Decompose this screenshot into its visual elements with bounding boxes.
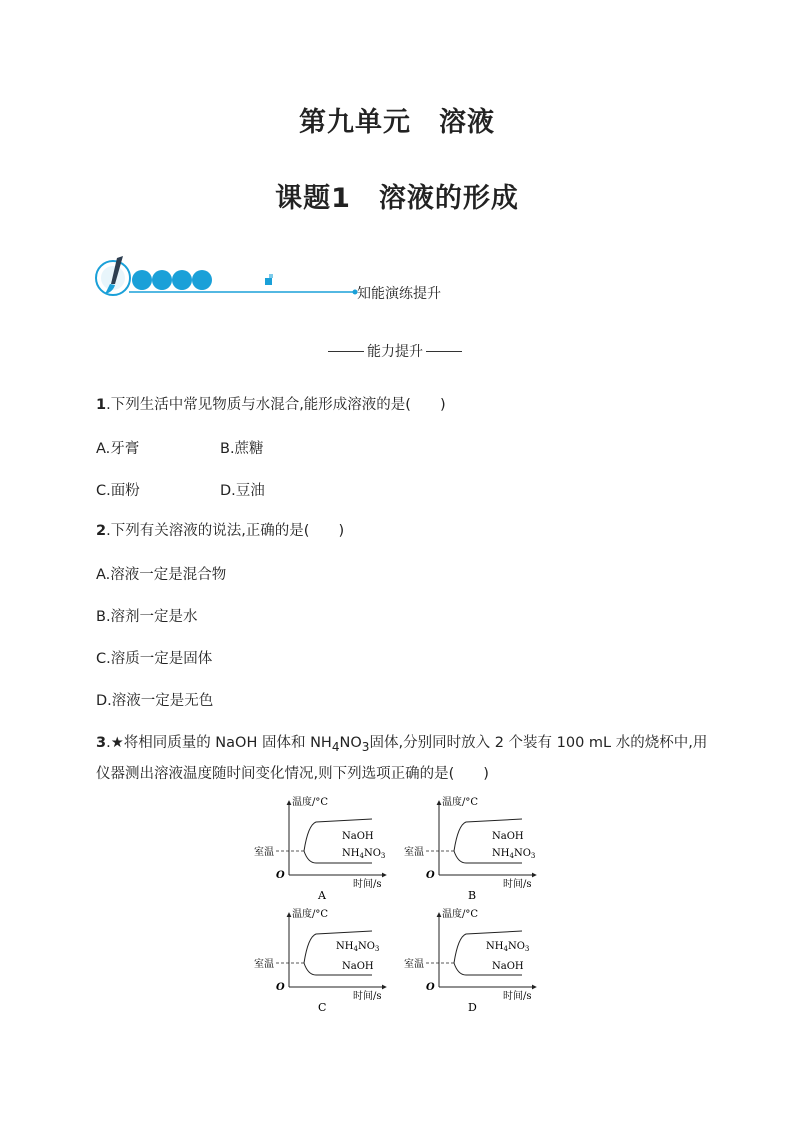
section-subtitle — [325, 341, 465, 361]
question-stem: .下列有关溶液的说法,正确的是( ) — [106, 523, 345, 539]
panel-letter: B — [468, 889, 477, 902]
question-number: 2 — [96, 523, 107, 539]
graph-panel-b — [404, 795, 536, 902]
lower-series-label: NaOH — [342, 961, 374, 972]
lower-series-label: $NH_4NO_3$ — [342, 848, 386, 860]
option-b: B.溶剂一定是水 — [96, 609, 198, 625]
origin-label: O — [426, 982, 435, 993]
panel-letter: A — [318, 889, 326, 902]
upper-series-label: $NH_4NO_3$ — [336, 941, 380, 953]
banner-square-tiny — [269, 274, 273, 278]
unit-title: 第九单元 溶液 — [299, 107, 495, 138]
question-3: 3.★将相同质量的 NaOH 固体和 $NH_4NO_3$固体,分别同时放入 2 个装有 100 mL 水的烧杯中,用仪器测出溶液温度随时间变化情况,则下列选项正确的是( ) — [96, 735, 708, 782]
panel-letter: C — [318, 1001, 327, 1014]
upper-series-label: NaOH — [342, 831, 374, 842]
section-banner — [93, 254, 513, 304]
option-c: C.溶质一定是固体 — [96, 651, 213, 667]
banner-dot-4 — [192, 270, 212, 290]
room-temp-label: 室温 — [404, 847, 424, 858]
brush-logo-icon — [96, 256, 130, 295]
question-number: 1 — [96, 397, 107, 413]
y-axis-label: 温度/°C — [442, 909, 479, 920]
subtitle-rule-right — [426, 351, 462, 352]
banner-dot-3 — [172, 270, 192, 290]
question-stem-part: 将相同质量的 NaOH 固体和 NH — [123, 735, 332, 751]
x-axis-label: 时间/s — [503, 879, 532, 890]
x-axis-label: 时间/s — [353, 879, 382, 890]
y-axis-label: 温度/°C — [442, 797, 479, 808]
graph-panel-a — [254, 795, 386, 902]
banner-dot-2 — [152, 270, 172, 290]
question-1 — [96, 392, 446, 418]
option-c: C.面粉 — [96, 483, 140, 499]
x-axis-label: 时间/s — [353, 991, 382, 1002]
option-d: D.溶液一定是无色 — [96, 693, 214, 709]
subscript: 4 — [331, 739, 340, 754]
question-stem-part: 固体,分别同时放入 2 个装有 100 mL 水的烧杯中,用仪器测出溶液温度随时间变化情况,则下列选项正确的是( ) — [96, 735, 708, 782]
section-subtitle-text: 能力提升 — [367, 344, 423, 360]
origin-label: O — [276, 982, 285, 993]
subscript: 3 — [361, 739, 370, 754]
banner-label: 知能演练提升 — [357, 286, 441, 302]
option-a: A.牙膏 — [96, 441, 140, 457]
graph-panel-d — [404, 907, 536, 1014]
lesson-title: 课题1 溶液的形成 — [275, 183, 519, 214]
room-temp-label: 室温 — [404, 959, 424, 970]
y-axis-label: 温度/°C — [292, 909, 329, 920]
option-b: B.蔗糖 — [220, 441, 264, 457]
room-temp-label: 室温 — [254, 959, 274, 970]
question-number: 3 — [96, 735, 107, 751]
x-axis-label: 时间/s — [503, 991, 532, 1002]
question-stem-part: NO — [339, 735, 362, 751]
question-2 — [96, 518, 344, 544]
option-a: A.溶液一定是混合物 — [96, 567, 227, 583]
subtitle-rule-left — [328, 351, 364, 352]
lower-series-label: NaOH — [492, 961, 524, 972]
upper-series-label: NaOH — [492, 831, 524, 842]
room-temp-label: 室温 — [254, 847, 274, 858]
origin-label: O — [276, 870, 285, 881]
origin-label: O — [426, 870, 435, 881]
lower-series-label: $NH_4NO_3$ — [492, 848, 536, 860]
temperature-graphs-figure — [254, 795, 554, 1020]
banner-dot-1 — [132, 270, 152, 290]
option-d: D.豆油 — [220, 483, 265, 499]
upper-series-label: $NH_4NO_3$ — [486, 941, 530, 953]
y-axis-label: 温度/°C — [292, 797, 329, 808]
star-icon: ★ — [110, 735, 124, 751]
panel-letter: D — [468, 1001, 477, 1014]
graph-panel-c — [254, 907, 386, 1014]
banner-square-small — [265, 278, 272, 285]
question-stem: .下列生活中常见物质与水混合,能形成溶液的是( ) — [106, 397, 446, 413]
